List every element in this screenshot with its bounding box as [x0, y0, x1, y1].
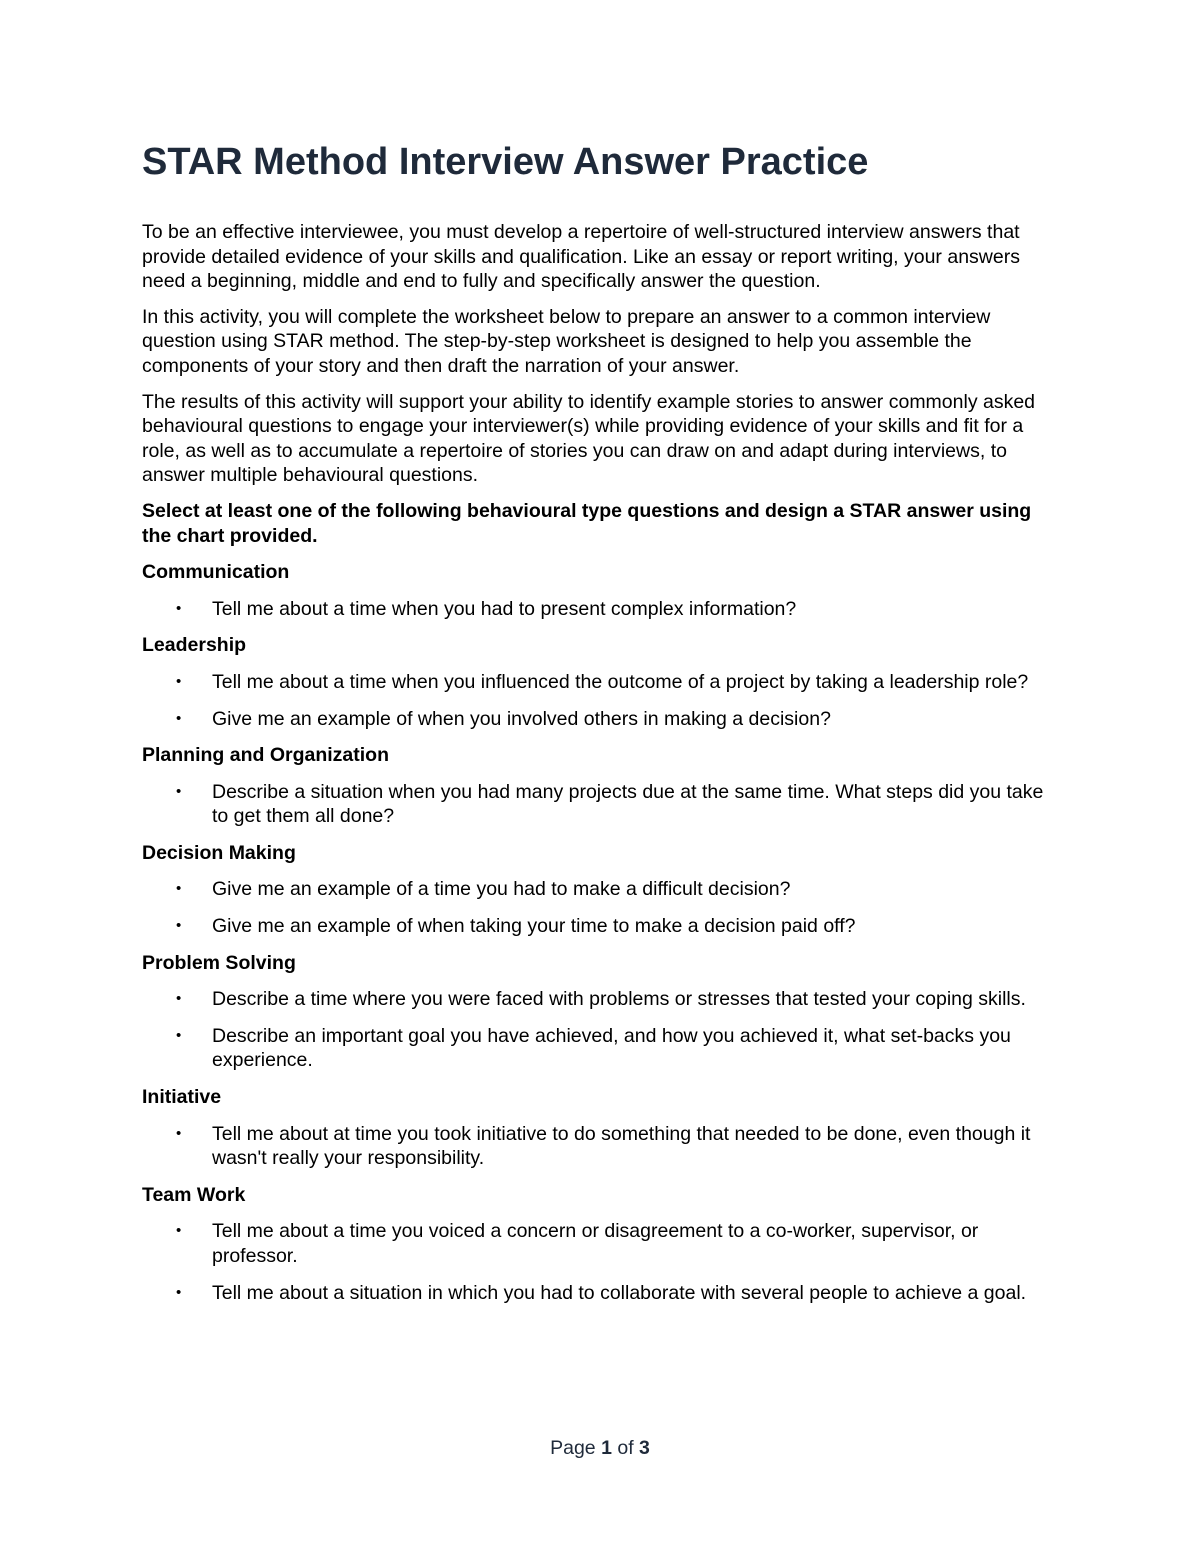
of-label: of	[617, 1437, 634, 1459]
question-text: Give me an example of when you involved others in making a decision?	[212, 707, 831, 730]
bullet-icon: •	[176, 709, 182, 727]
bullet-icon: •	[176, 880, 182, 898]
question-text: Tell me about a time you voiced a concern or disagreement to a co-worker, supervisor, or professor.	[212, 1220, 979, 1267]
page-footer	[0, 1436, 1200, 1460]
question-list	[142, 670, 1062, 731]
question-list	[142, 987, 1062, 1073]
bullet-icon: •	[176, 1222, 182, 1240]
question-item	[142, 597, 1062, 622]
bullet-icon: •	[176, 599, 182, 617]
section-heading: Decision Making	[142, 841, 296, 864]
question-text: Describe a situation when you had many projects due at the same time. What steps did you take to get them all done?	[212, 780, 1044, 828]
document-title: STAR Method Interview Answer Practice	[142, 141, 869, 183]
question-list	[142, 597, 1062, 622]
question-text: Tell me about a time when you had to present complex information?	[212, 597, 797, 620]
instruction-text: Select at least one of the following behavioural type questions and design a STAR answer using the chart provided.	[142, 499, 1032, 547]
question-list	[142, 877, 1062, 938]
total-pages-number: 3	[639, 1437, 650, 1459]
bullet-icon: •	[176, 1026, 182, 1044]
question-text: Give me an example of when taking your time to make a decision paid off?	[212, 915, 856, 938]
question-list	[142, 1122, 1062, 1171]
question-item	[142, 1122, 1062, 1171]
question-list	[142, 1219, 1062, 1305]
question-text: Describe an important goal you have achieved, and how you achieved it, what set-backs you experience.	[212, 1024, 1011, 1072]
section-leadership	[142, 633, 1062, 731]
current-page-number: 1	[601, 1437, 612, 1459]
activity-paragraph: In this activity, you will complete the worksheet below to prepare an answer to a common interview question using STAR method. The step-by-step worksheet is designed to help you assemble the components of your story and then draft the narration of your answer.	[142, 305, 991, 377]
section-initiative	[142, 1085, 1062, 1171]
question-text: Give me an example of a time you had to make a difficult decision?	[212, 878, 791, 901]
question-item	[142, 987, 1062, 1012]
section-heading: Team Work	[142, 1183, 246, 1206]
section-heading: Problem Solving	[142, 951, 296, 974]
section-decision-making	[142, 841, 1062, 939]
question-list	[142, 780, 1062, 829]
bullet-icon: •	[176, 782, 182, 800]
section-heading: Planning and Organization	[142, 744, 390, 767]
bullet-icon: •	[176, 1124, 182, 1142]
question-item	[142, 670, 1062, 695]
question-item	[142, 877, 1062, 902]
question-item	[142, 1219, 1062, 1268]
bullet-icon: •	[176, 672, 182, 690]
section-problem-solving	[142, 951, 1062, 1073]
question-item	[142, 780, 1062, 829]
question-text: Tell me about at time you took initiative to do something that needed to be done, even though it wasn't really your responsibility.	[212, 1122, 1031, 1170]
question-item	[142, 707, 1062, 732]
question-item	[142, 914, 1062, 939]
section-heading: Communication	[142, 561, 290, 584]
question-item	[142, 1024, 1062, 1073]
question-text: Describe a time where you were faced with problems or stresses that tested your coping skills.	[212, 988, 1026, 1011]
section-team-work	[142, 1183, 1062, 1305]
section-heading: Initiative	[142, 1086, 222, 1109]
document-body	[142, 136, 1062, 1317]
section-communication	[142, 560, 1062, 621]
section-planning-organization	[142, 743, 1062, 829]
results-paragraph: The results of this activity will support your ability to identify example stories to answer commonly asked behavioural questions to engage your interviewer(s) while providing evidence of your skills and fit for a role, as well as to accumulate a repertoire of stories you can draw on and adapt during interviews, to answer multiple behavioural questions.	[142, 390, 1036, 487]
question-item	[142, 1281, 1062, 1306]
question-text: Tell me about a time when you influenced the outcome of a project by taking a leadership role?	[212, 670, 1029, 693]
intro-paragraph: To be an effective interviewee, you must develop a repertoire of well-structured interview answers that provide detailed evidence of your skills and qualification. Like an essay or report writing, your answers need a beginning, middle and end to fully and specifically answer the question.	[142, 221, 1020, 293]
bullet-icon: •	[176, 990, 182, 1008]
page-label: Page	[550, 1437, 596, 1459]
bullet-icon: •	[176, 1283, 182, 1301]
bullet-icon: •	[176, 917, 182, 935]
question-text: Tell me about a situation in which you had to collaborate with several people to achieve a goal.	[212, 1281, 1027, 1304]
section-heading: Leadership	[142, 634, 247, 657]
